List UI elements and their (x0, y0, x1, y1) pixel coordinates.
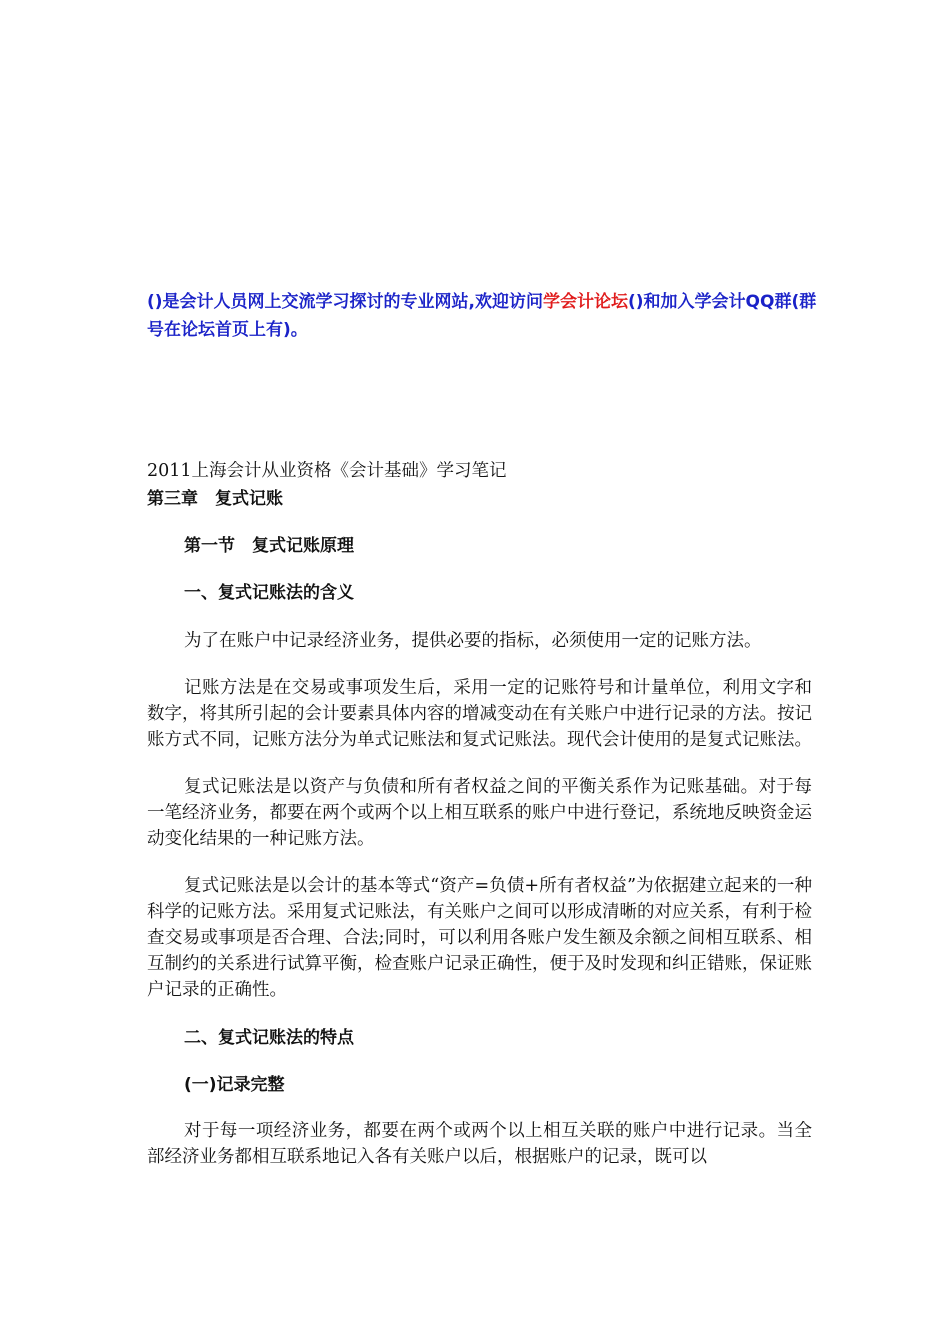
promo-text-end: ()和加入学会计QQ群(群号在论坛首页上有)。 (147, 292, 817, 340)
section-heading: 第一节 复式记账原理 (184, 536, 354, 556)
paragraph-3: 复式记账法是以资产与负债和所有者权益之间的平衡关系作为记账基础。对于每一笔经济业务，都要在两个或两个以上相互联系的账户中进行登记，系统地反映资金运动变化结果的一种记账方法。 (147, 777, 812, 849)
heading-features: 二、复式记账法的特点 (184, 1028, 354, 1048)
paragraph-1: 为了在账户中记录经济业务，提供必要的指标，必须使用一定的记账方法。 (184, 631, 762, 651)
heading-meaning: 一、复式记账法的含义 (184, 583, 354, 603)
promo-notice (147, 288, 817, 344)
promo-text-start: ()是会计人员网上交流学习探讨的专业网站,欢迎访问 (147, 292, 543, 312)
paragraph-2: 记账方法是在交易或事项发生后，采用一定的记账符号和计量单位，利用文字和数字，将其所引起的会计要素具体内容的增减变动在有关账户中进行记录的方法。按记账方式不同，记账方法分为单式记账法和复式记账法。现代会计使用的是复式记账法。 (147, 678, 812, 750)
doc-title: 2011上海会计从业资格《会计基础》学习笔记 (147, 461, 507, 481)
document-body (147, 457, 812, 1170)
heading-complete-record: (一)记录完整 (184, 1075, 285, 1095)
forum-link[interactable]: 学会计论坛 (543, 292, 628, 312)
chapter-heading: 第三章 复式记账 (147, 489, 283, 509)
paragraph-4: 复式记账法是以会计的基本等式“资产=负债+所有者权益”为依据建立起来的一种科学的记账方法。采用复式记账法，有关账户之间可以形成清晰的对应关系，有利于检查交易或事项是否合理、合法;同时，可以利用各账户发生额及余额之间相互联系、相互制约的关系进行试算平衡，检查账户记录正确性，便于及时发现和纠正错账，保证账户记录的正确性。 (147, 876, 812, 1000)
paragraph-5: 对于每一项经济业务，都要在两个或两个以上相互关联的账户中进行记录。当全部经济业务都相互联系地记入各有关账户以后，根据账户的记录，既可以 (147, 1121, 812, 1167)
